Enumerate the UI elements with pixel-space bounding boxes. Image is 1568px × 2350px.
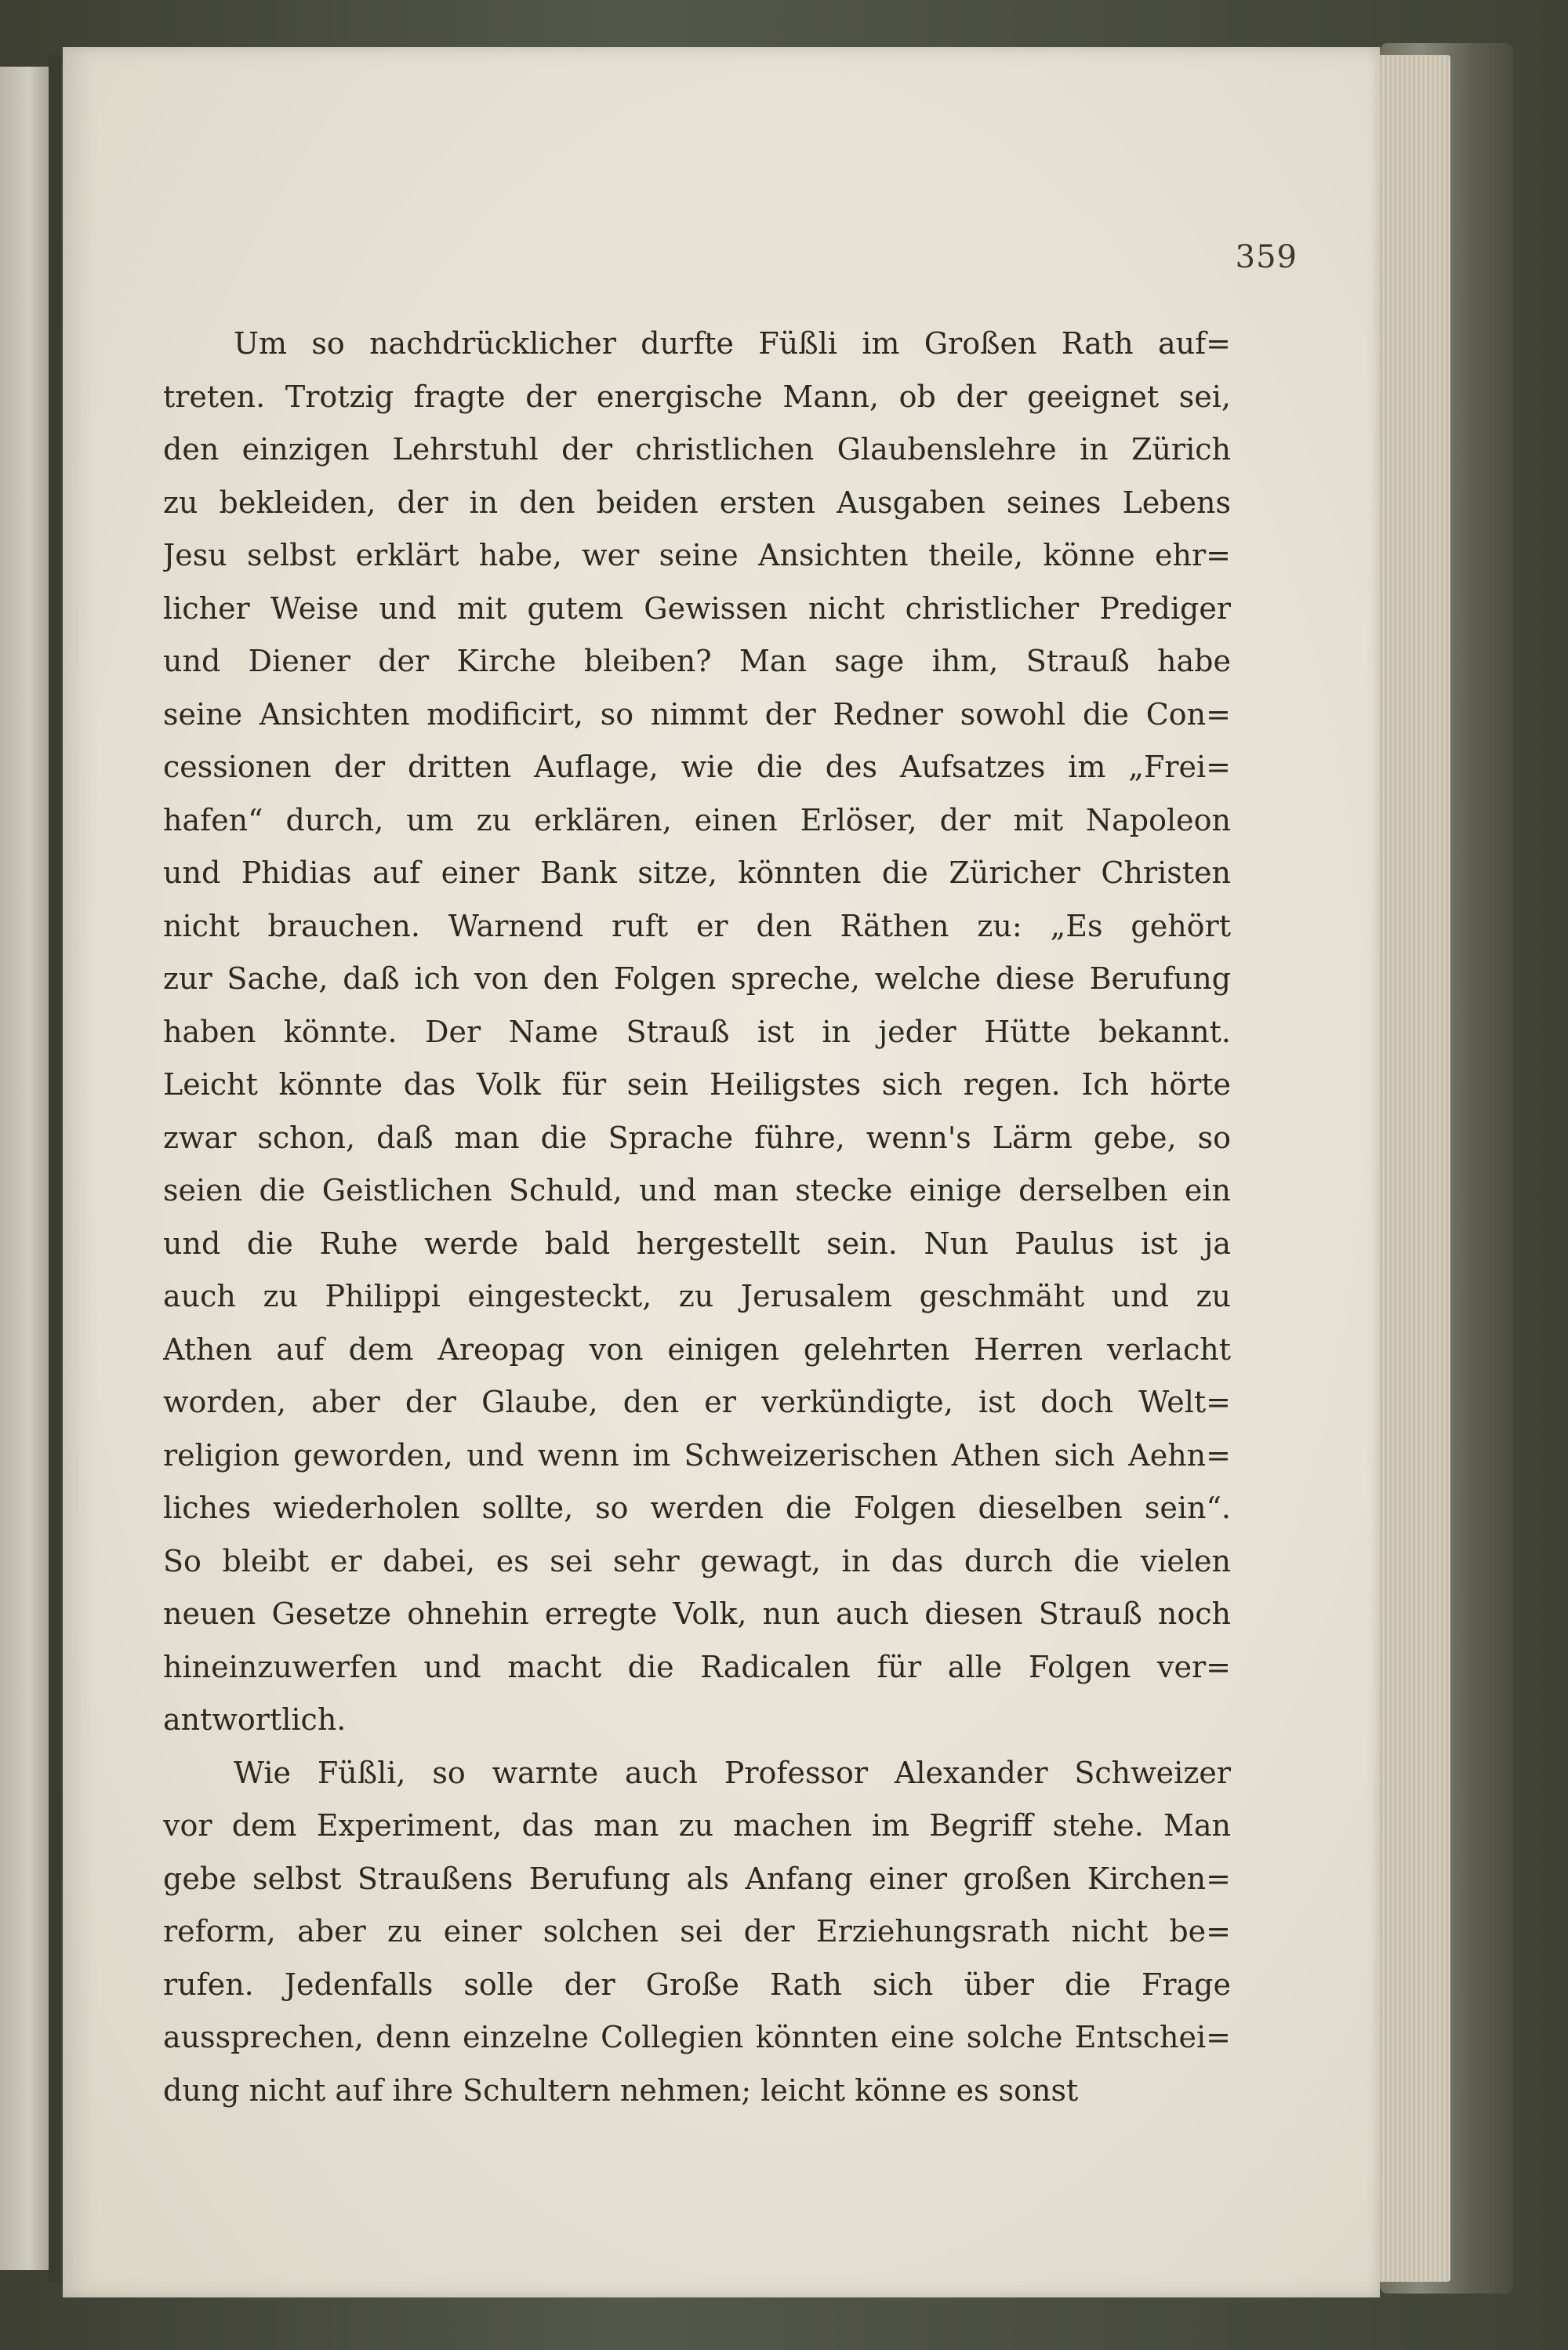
text-line: seine Ansichten modificirt, so nimmt der Redner sowohl die Con= xyxy=(163,696,1231,732)
book-gutter xyxy=(49,55,61,2282)
text-line: und die Ruhe werde bald hergestellt sein. Nun Paulus ist ja xyxy=(163,1226,1231,1261)
text-line: worden, aber der Glaube, den er verkündigte, ist doch Welt= xyxy=(163,1385,1231,1419)
text-line: zu bekleiden, der in den beiden ersten Ausgaben seines Lebens xyxy=(163,485,1231,520)
left-page-edge xyxy=(0,67,49,2270)
text-line: zur Sache, daß ich von den Folgen spreche, welche diese Berufung xyxy=(163,961,1231,996)
text-line: neuen Gesetze ohnehin erregte Volk, nun auch diesen Strauß noch xyxy=(163,1596,1231,1631)
text-line: Athen auf dem Areopag von einigen gelehrten Herren verlacht xyxy=(163,1331,1231,1367)
text-line: Um so nachdrücklicher durfte Füßli im Großen Rath auf= xyxy=(234,326,1231,361)
text-line: liches wiederholen sollte, so werden die Folgen dieselben sein“. xyxy=(163,1491,1231,1525)
text-line: hafen“ durch, um zu erklären, einen Erlöser, der mit Napoleon xyxy=(163,802,1231,837)
body-text xyxy=(163,318,1231,2117)
text-line: dung nicht auf ihre Schultern nehmen; leicht könne es sonst xyxy=(163,2072,1079,2108)
text-line: seien die Geistlichen Schuld, und man stecke einige derselben ein xyxy=(163,1173,1231,1208)
text-line: den einzigen Lehrstuhl der christlichen Glaubenslehre in Zürich xyxy=(163,432,1231,467)
text-line: reform, aber zu einer solchen sei der Erziehungsrath nicht be= xyxy=(163,1914,1231,1949)
paragraph xyxy=(163,318,1231,1747)
page-number: 359 xyxy=(1235,239,1298,275)
text-line: haben könnte. Der Name Strauß ist in jeder Hütte bekannt. xyxy=(163,1014,1231,1049)
text-line: religion geworden, und wenn im Schweizerischen Athen sich Aehn= xyxy=(163,1437,1231,1473)
text-line: zwar schon, daß man die Sprache führe, wenn's Lärm gebe, so xyxy=(163,1120,1231,1155)
text-line: treten. Trotzig fragte der energische Mann, ob der geeignet sei, xyxy=(163,379,1231,414)
paragraph xyxy=(163,1747,1231,2118)
text-line: rufen. Jedenfalls solle der Große Rath sich über die Frage xyxy=(163,1967,1231,2002)
text-line: Wie Füßli, so warnte auch Professor Alexander Schweizer xyxy=(234,1755,1231,1790)
text-line: und Diener der Kirche bleiben? Man sage ihm, Strauß habe xyxy=(163,644,1231,678)
text-line: hineinzuwerfen und macht die Radicalen für alle Folgen ver= xyxy=(163,1649,1231,1684)
text-line: So bleibt er dabei, es sei sehr gewagt, in das durch die vielen xyxy=(163,1543,1231,1578)
text-line: licher Weise und mit gutem Gewissen nicht christlicher Prediger xyxy=(163,590,1231,626)
text-line: antwortlich. xyxy=(163,1702,347,1737)
text-line: Jesu selbst erklärt habe, wer seine Ansichten theile, könne ehr= xyxy=(163,538,1231,572)
text-line: auch zu Philippi eingesteckt, zu Jerusalem geschmäht und zu xyxy=(163,1279,1231,1313)
text-line: nicht brauchen. Warnend ruft er den Räthen zu: „Es gehört xyxy=(163,908,1231,943)
text-line: und Phidias auf einer Bank sitze, könnten die Züricher Christen xyxy=(163,855,1231,890)
text-line: vor dem Experiment, das man zu machen im Begriff stehe. Man xyxy=(163,1808,1231,1843)
text-line: Leicht könnte das Volk für sein Heiligstes sich regen. Ich hörte xyxy=(163,1067,1231,1102)
text-line: aussprechen, denn einzelne Collegien könnten eine solche Entschei= xyxy=(163,2020,1231,2054)
text-line: cessionen der dritten Auflage, wie die des Aufsatzes im „Frei= xyxy=(163,750,1231,784)
text-line: gebe selbst Straußens Berufung als Anfang einer großen Kirchen= xyxy=(163,1861,1231,1896)
